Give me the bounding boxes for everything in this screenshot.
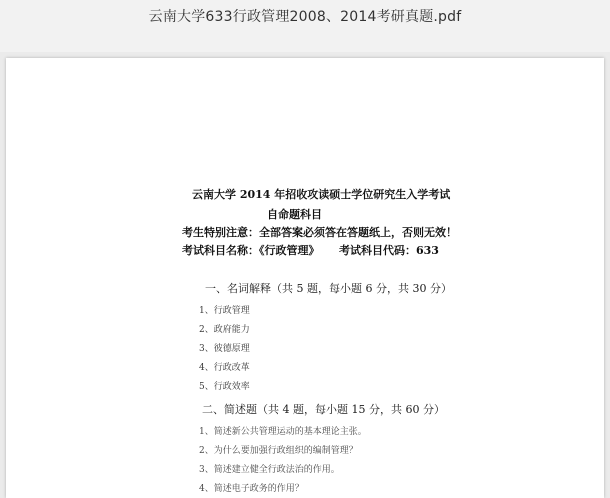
viewer-header — [0, 0, 610, 52]
exam-title: 云南大学 2014 年招收攻读硕士学位研究生入学考试 — [192, 188, 451, 201]
exam-subject-code: 考试科目代码：633 — [339, 244, 439, 257]
list-item: 1、行政管理 — [199, 306, 250, 316]
file-title: 云南大学633行政管理2008、2014考研真题.pdf — [148, 9, 462, 25]
exam-subtitle: 自命题科目 — [267, 208, 322, 221]
scanned-exam-content — [6, 58, 604, 498]
list-item: 1、简述新公共管理运动的基本理论主张。 — [199, 427, 367, 437]
list-item: 2、为什么要加强行政组织的编制管理？ — [199, 446, 358, 456]
document-page — [6, 58, 604, 498]
list-item: 4、行政改革 — [199, 363, 250, 373]
section-heading-short-answer: 二、简述题（共 4 题，每小题 15 分，共 60 分） — [202, 403, 445, 416]
exam-notice: 考生特别注意：全部答案必须答在答题纸上，否则无效！ — [182, 226, 457, 239]
list-item: 5、行政效率 — [199, 382, 250, 392]
section-heading-definitions: 一、名词解释（共 5 题，每小题 6 分，共 30 分） — [205, 282, 452, 295]
list-item: 4、简述电子政务的作用？ — [199, 484, 304, 494]
exam-subject-name: 考试科目名称：《行政管理》 — [182, 244, 320, 257]
list-item: 3、简述建立健全行政法治的作用。 — [199, 465, 340, 475]
list-item: 2、政府能力 — [199, 325, 250, 335]
list-item: 3、彼德原理 — [199, 344, 250, 354]
